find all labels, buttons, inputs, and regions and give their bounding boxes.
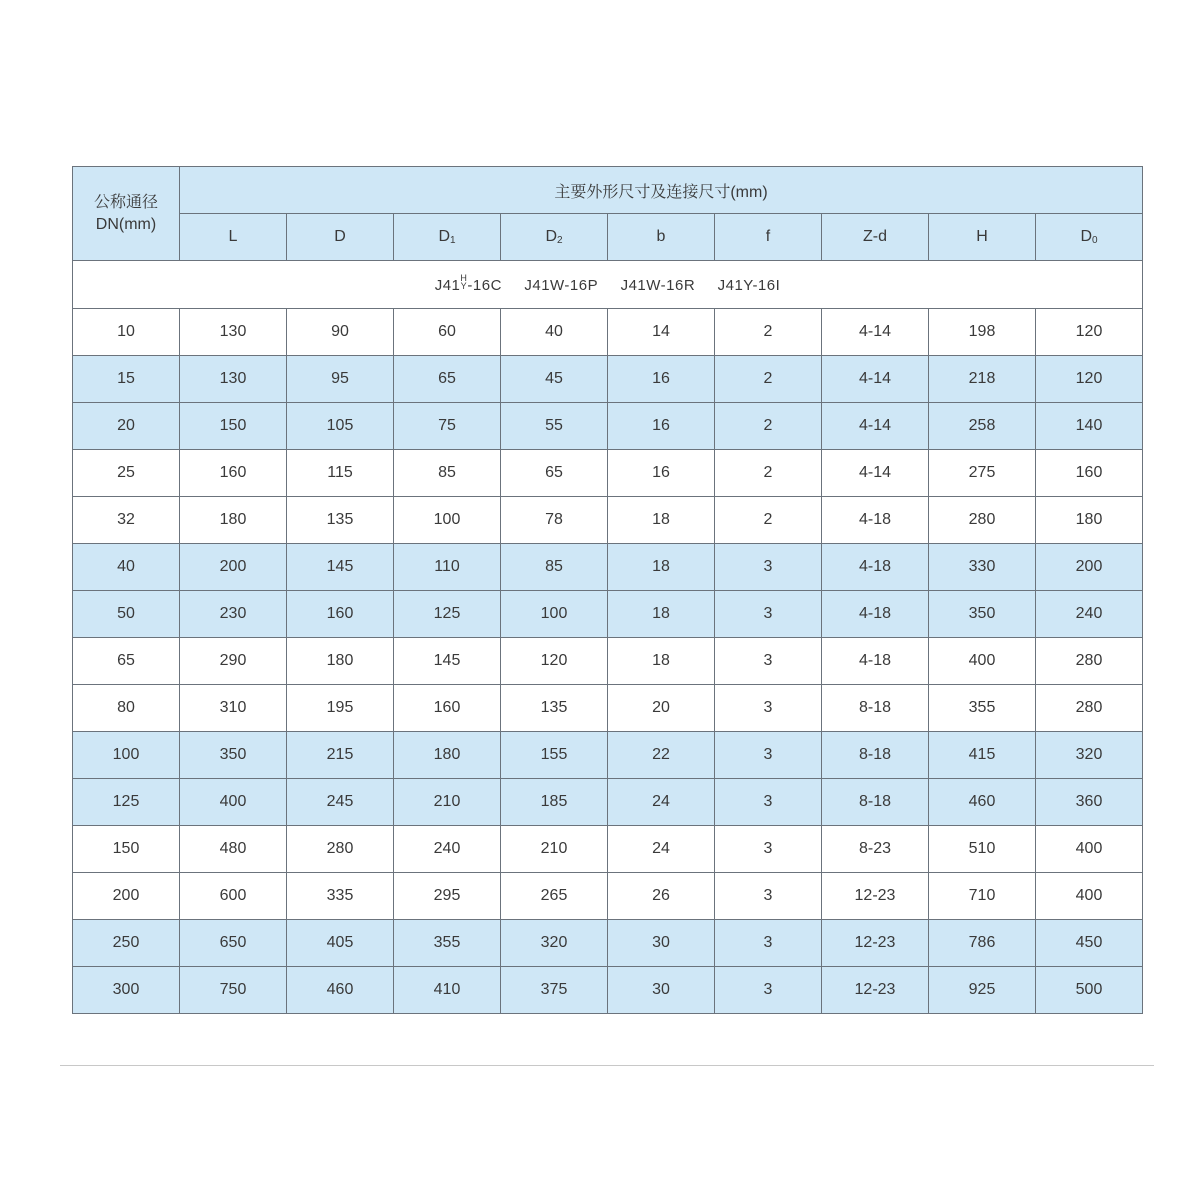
value-cell: 3 (715, 591, 822, 638)
dn-cell: 300 (73, 967, 180, 1014)
table-row (73, 967, 1143, 1014)
value-cell: 26 (608, 873, 715, 920)
value-cell: 450 (1036, 920, 1143, 967)
column-header-base: Z-d (863, 228, 887, 245)
value-cell: 22 (608, 732, 715, 779)
value-cell: 310 (180, 685, 287, 732)
column-header-4 (608, 214, 715, 261)
dn-cell: 10 (73, 309, 180, 356)
dn-cell: 20 (73, 403, 180, 450)
model-1-prefix: J41 (434, 277, 461, 294)
value-cell: 3 (715, 732, 822, 779)
value-cell: 135 (501, 685, 608, 732)
value-cell: 500 (1036, 967, 1143, 1014)
value-cell: 18 (608, 497, 715, 544)
value-cell: 3 (715, 873, 822, 920)
value-cell: 750 (180, 967, 287, 1014)
value-cell: 120 (1036, 309, 1143, 356)
value-cell: 335 (287, 873, 394, 920)
value-cell: 100 (394, 497, 501, 544)
value-cell: 400 (180, 779, 287, 826)
value-cell: 480 (180, 826, 287, 873)
value-cell: 125 (394, 591, 501, 638)
value-cell: 110 (394, 544, 501, 591)
column-header-base: D (1080, 228, 1092, 245)
value-cell: 400 (1036, 873, 1143, 920)
value-cell: 20 (608, 685, 715, 732)
column-header-base: b (656, 228, 666, 245)
column-header-subscript: 2 (557, 235, 563, 246)
value-cell: 130 (180, 356, 287, 403)
dn-cell: 50 (73, 591, 180, 638)
value-cell: 275 (929, 450, 1036, 497)
value-cell: 4-18 (822, 544, 929, 591)
value-cell: 3 (715, 685, 822, 732)
value-cell: 2 (715, 450, 822, 497)
value-cell: 4-14 (822, 450, 929, 497)
value-cell: 160 (1036, 450, 1143, 497)
value-cell: 400 (1036, 826, 1143, 873)
table-row (73, 544, 1143, 591)
value-cell: 280 (1036, 685, 1143, 732)
value-cell: 55 (501, 403, 608, 450)
model-1-stack-top: H (460, 273, 468, 283)
value-cell: 510 (929, 826, 1036, 873)
column-header-row (73, 214, 1143, 261)
value-cell: 65 (501, 450, 608, 497)
model-cell (73, 261, 1143, 309)
dn-header-cell (73, 167, 180, 261)
value-cell: 40 (501, 309, 608, 356)
value-cell: 18 (608, 638, 715, 685)
column-header-base: D (438, 228, 450, 245)
dn-cell: 80 (73, 685, 180, 732)
table-row (73, 403, 1143, 450)
value-cell: 4-14 (822, 403, 929, 450)
value-cell: 135 (287, 497, 394, 544)
value-cell: 2 (715, 403, 822, 450)
value-cell: 280 (929, 497, 1036, 544)
table-row (73, 779, 1143, 826)
value-cell: 30 (608, 967, 715, 1014)
value-cell: 240 (394, 826, 501, 873)
value-cell: 650 (180, 920, 287, 967)
value-cell: 120 (1036, 356, 1143, 403)
value-cell: 415 (929, 732, 1036, 779)
value-cell: 710 (929, 873, 1036, 920)
value-cell: 78 (501, 497, 608, 544)
value-cell: 16 (608, 403, 715, 450)
column-header-base: D (545, 228, 557, 245)
dn-cell: 150 (73, 826, 180, 873)
value-cell: 8-23 (822, 826, 929, 873)
value-cell: 8-18 (822, 779, 929, 826)
value-cell: 12-23 (822, 873, 929, 920)
table-row (73, 497, 1143, 544)
column-header-2 (394, 214, 501, 261)
column-header-subscript: 0 (1092, 235, 1098, 246)
value-cell: 160 (287, 591, 394, 638)
value-cell: 100 (501, 591, 608, 638)
value-cell: 295 (394, 873, 501, 920)
column-header-5 (715, 214, 822, 261)
value-cell: 180 (1036, 497, 1143, 544)
value-cell: 4-14 (822, 356, 929, 403)
column-header-base: D (334, 228, 346, 245)
table-row (73, 591, 1143, 638)
model-label-1 (435, 274, 502, 294)
bottom-divider (60, 1065, 1154, 1066)
table-row (73, 873, 1143, 920)
value-cell: 155 (501, 732, 608, 779)
value-cell: 350 (929, 591, 1036, 638)
value-cell: 14 (608, 309, 715, 356)
value-cell: 95 (287, 356, 394, 403)
value-cell: 16 (608, 450, 715, 497)
value-cell: 75 (394, 403, 501, 450)
table-body (73, 261, 1143, 1014)
value-cell: 198 (929, 309, 1036, 356)
value-cell: 3 (715, 920, 822, 967)
column-header-3 (501, 214, 608, 261)
value-cell: 460 (287, 967, 394, 1014)
value-cell: 290 (180, 638, 287, 685)
model-1-suffix: -16C (467, 277, 502, 294)
column-header-0 (180, 214, 287, 261)
value-cell: 8-18 (822, 732, 929, 779)
value-cell: 4-14 (822, 309, 929, 356)
value-cell: 90 (287, 309, 394, 356)
value-cell: 320 (1036, 732, 1143, 779)
value-cell: 180 (180, 497, 287, 544)
value-cell: 120 (501, 638, 608, 685)
value-cell: 460 (929, 779, 1036, 826)
dn-cell: 100 (73, 732, 180, 779)
value-cell: 160 (180, 450, 287, 497)
value-cell: 3 (715, 638, 822, 685)
value-cell: 115 (287, 450, 394, 497)
value-cell: 45 (501, 356, 608, 403)
column-header-base: H (976, 228, 988, 245)
value-cell: 210 (394, 779, 501, 826)
value-cell: 240 (1036, 591, 1143, 638)
value-cell: 350 (180, 732, 287, 779)
column-header-base: f (765, 228, 771, 245)
value-cell: 280 (1036, 638, 1143, 685)
value-cell: 600 (180, 873, 287, 920)
value-cell: 2 (715, 356, 822, 403)
table-row (73, 638, 1143, 685)
value-cell: 200 (1036, 544, 1143, 591)
value-cell: 410 (394, 967, 501, 1014)
value-cell: 265 (501, 873, 608, 920)
value-cell: 8-18 (822, 685, 929, 732)
column-header-8 (1036, 214, 1143, 261)
value-cell: 4-18 (822, 591, 929, 638)
table-row (73, 685, 1143, 732)
value-cell: 16 (608, 356, 715, 403)
value-cell: 150 (180, 403, 287, 450)
dn-header-line-2: DN(mm) (95, 215, 157, 233)
value-cell: 375 (501, 967, 608, 1014)
value-cell: 3 (715, 779, 822, 826)
value-cell: 140 (1036, 403, 1143, 450)
column-header-6 (822, 214, 929, 261)
value-cell: 18 (608, 544, 715, 591)
value-cell: 18 (608, 591, 715, 638)
table-row (73, 356, 1143, 403)
dn-cell: 32 (73, 497, 180, 544)
column-header-7 (929, 214, 1036, 261)
value-cell: 330 (929, 544, 1036, 591)
value-cell: 180 (394, 732, 501, 779)
model-label-4: J41Y-16I (717, 277, 781, 294)
model-row (73, 261, 1143, 309)
value-cell: 60 (394, 309, 501, 356)
model-1-stack-bottom: Y (460, 281, 468, 291)
dn-cell: 15 (73, 356, 180, 403)
value-cell: 215 (287, 732, 394, 779)
value-cell: 180 (287, 638, 394, 685)
value-cell: 3 (715, 826, 822, 873)
value-cell: 4-18 (822, 638, 929, 685)
model-label-3: J41W-16R (620, 277, 696, 294)
value-cell: 12-23 (822, 967, 929, 1014)
value-cell: 3 (715, 544, 822, 591)
value-cell: 24 (608, 826, 715, 873)
table-row (73, 826, 1143, 873)
value-cell: 195 (287, 685, 394, 732)
column-header-subscript: 1 (450, 235, 456, 246)
value-cell: 218 (929, 356, 1036, 403)
column-header-1 (287, 214, 394, 261)
value-cell: 160 (394, 685, 501, 732)
value-cell: 12-23 (822, 920, 929, 967)
table-row (73, 309, 1143, 356)
dn-cell: 40 (73, 544, 180, 591)
value-cell: 280 (287, 826, 394, 873)
value-cell: 258 (929, 403, 1036, 450)
dn-cell: 250 (73, 920, 180, 967)
dn-header-line-1: 公称通径 (93, 193, 158, 211)
value-cell: 355 (394, 920, 501, 967)
value-cell: 105 (287, 403, 394, 450)
value-cell: 230 (180, 591, 287, 638)
table-row (73, 920, 1143, 967)
column-header-base: L (228, 228, 238, 245)
value-cell: 85 (501, 544, 608, 591)
model-label-2: J41W-16P (524, 277, 599, 294)
value-cell: 145 (394, 638, 501, 685)
value-cell: 24 (608, 779, 715, 826)
dn-cell: 200 (73, 873, 180, 920)
value-cell: 145 (287, 544, 394, 591)
value-cell: 400 (929, 638, 1036, 685)
dn-cell: 125 (73, 779, 180, 826)
dimension-table (72, 166, 1143, 1014)
value-cell: 360 (1036, 779, 1143, 826)
value-cell: 185 (501, 779, 608, 826)
value-cell: 245 (287, 779, 394, 826)
value-cell: 925 (929, 967, 1036, 1014)
value-cell: 355 (929, 685, 1036, 732)
value-cell: 320 (501, 920, 608, 967)
value-cell: 2 (715, 497, 822, 544)
dn-cell: 25 (73, 450, 180, 497)
table-row (73, 450, 1143, 497)
group-header: 主要外形尺寸及连接尺寸(mm) (180, 167, 1143, 214)
value-cell: 200 (180, 544, 287, 591)
value-cell: 210 (501, 826, 608, 873)
table-row (73, 732, 1143, 779)
dn-cell: 65 (73, 638, 180, 685)
value-cell: 130 (180, 309, 287, 356)
value-cell: 3 (715, 967, 822, 1014)
value-cell: 65 (394, 356, 501, 403)
value-cell: 4-18 (822, 497, 929, 544)
value-cell: 2 (715, 309, 822, 356)
value-cell: 405 (287, 920, 394, 967)
value-cell: 786 (929, 920, 1036, 967)
value-cell: 85 (394, 450, 501, 497)
value-cell: 30 (608, 920, 715, 967)
